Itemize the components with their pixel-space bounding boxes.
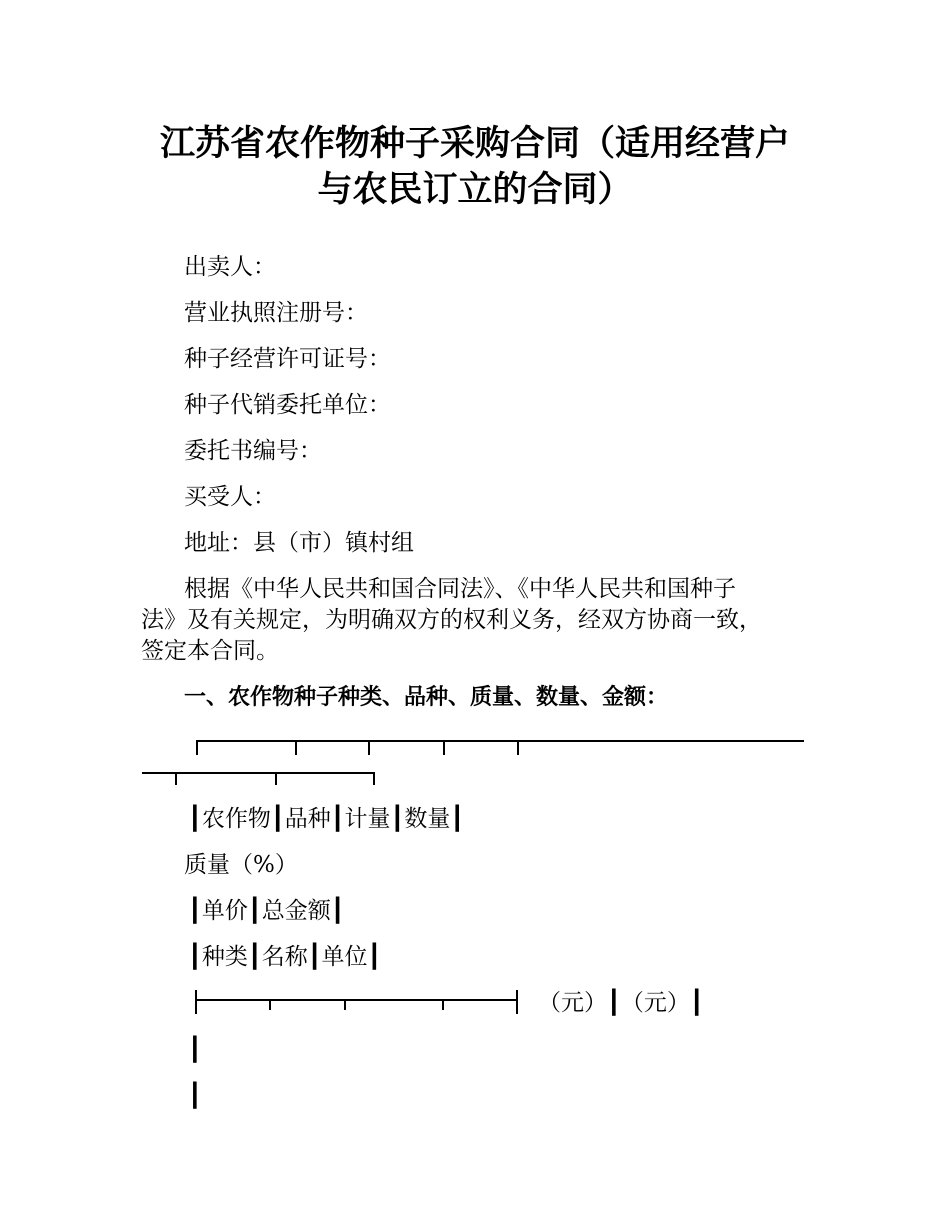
document-title-line-1: 江苏省农作物种子采购合同（适用经营户 [159,124,790,164]
seller-field-label: 出卖人： [184,254,276,280]
preamble-line-1: 根据《中华人民共和国合同法》、《中华人民共和国种子 [184,576,736,602]
table-row-bar-2: ┃ [188,1083,202,1109]
document-title-line-2: 与农民订立的合同） [317,170,633,210]
table-header-row-3: ┃种类┃名称┃单位┃ [188,944,382,970]
table-quality-label: 质量（%） [184,852,298,878]
table-row-bar-1: ┃ [188,1037,202,1063]
agent-unit-field-label: 种子代销委托单位： [184,392,391,418]
entrust-no-field-label: 委托书编号： [184,438,322,464]
buyer-field-label: 买受人： [184,484,276,510]
table-header-row-1: ┃农作物┃品种┃计量┃数量┃ [188,806,465,832]
table-header-row-2: ┃单价┃总金额┃ [188,898,345,924]
preamble-line-3: 签定本合同。 [141,638,279,664]
table-unit-labels: （元）┃（元）┃ [538,990,704,1016]
section-1-heading: 一、农作物种子种类、品种、质量、数量、金额： [184,685,669,710]
address-field-label: 地址：县（市）镇村组 [184,530,414,556]
table-top-border [141,735,806,787]
table-middle-border [190,990,530,1016]
seed-permit-field-label: 种子经营许可证号： [184,346,391,372]
preamble-line-2: 法》及有关规定，为明确双方的权利义务，经双方协商一致， [141,607,762,633]
license-no-field-label: 营业执照注册号： [184,300,368,326]
